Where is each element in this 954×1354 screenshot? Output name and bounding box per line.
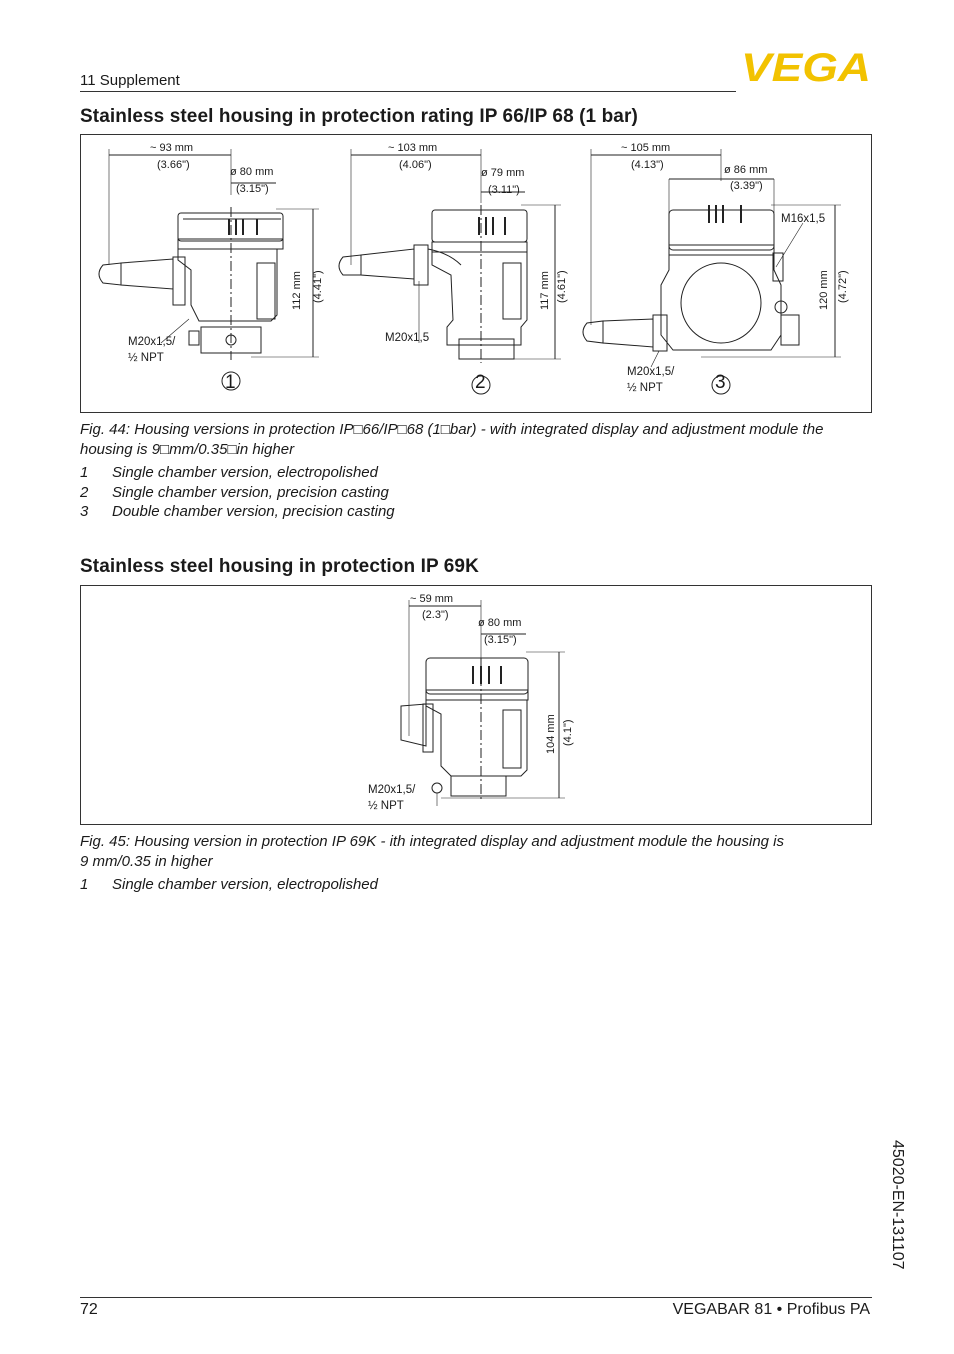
figure-44-caption-line2: housing is 9□mm/0.35□in higher: [80, 441, 295, 458]
h2-dia-mm: ø 79 mm: [481, 167, 525, 179]
ip69k-height-mm: 104 mm: [545, 714, 557, 754]
ip69k-thread-1: M20x1,5/: [368, 784, 416, 796]
h1-width-mm: ~ 93 mm: [150, 142, 194, 154]
housing-2-drawing: [339, 149, 561, 394]
ip69k-dia-mm: ø 80 mm: [478, 617, 522, 629]
h3-marker: 3: [715, 372, 726, 393]
figure-45-caption-line1: Fig. 45: Housing version in protection IP 69K - ith integrated display and adjustment module the housing is: [80, 833, 785, 850]
header-rule: [80, 91, 736, 92]
h1-height-in: (4.41"): [312, 270, 324, 303]
legend-num: 3: [80, 503, 89, 520]
section2-heading: Stainless steel housing in protection IP 69K: [80, 556, 479, 577]
h3-height-in: (4.72"): [837, 270, 849, 303]
h1-dia-in: (3.15"): [236, 183, 269, 195]
ip69k-thread-2: ½ NPT: [368, 800, 404, 812]
legend-num: 1: [80, 876, 89, 893]
h2-dia-in: (3.11"): [488, 184, 520, 196]
legend-num: 2: [80, 484, 89, 501]
legend-num: 1: [80, 464, 89, 481]
h3-width-in: (4.13"): [631, 159, 664, 171]
h2-thread: M20x1,5: [385, 332, 430, 344]
section-header: 11 Supplement: [80, 72, 180, 89]
figure-44-legend-item: [80, 484, 389, 501]
h3-dia-mm: ø 86 mm: [724, 164, 768, 176]
legend-text: Single chamber version, electropolished: [112, 876, 378, 893]
h1-marker: 1: [225, 372, 236, 393]
figure-45: [80, 585, 872, 825]
housing-3-drawing: [583, 149, 841, 394]
h1-dia-mm: ø 80 mm: [230, 166, 274, 178]
h2-marker: 2: [475, 372, 486, 393]
housing-ip69k-drawing: [401, 600, 565, 806]
vega-logo: [741, 50, 873, 83]
h2-height-mm: 117 mm: [539, 271, 551, 310]
h1-thread-2: ½ NPT: [128, 352, 164, 364]
h3-thread-1: M20x1,5/: [627, 366, 675, 378]
logo-text: VEGA: [741, 50, 871, 83]
figure-44-caption: [80, 420, 870, 460]
figure-45-legend-item: [80, 876, 378, 893]
figure-44-legend-item: [80, 464, 378, 481]
h1-height-mm: 112 mm: [291, 271, 303, 310]
ip69k-dia-in: (3.15"): [484, 634, 517, 646]
section1-heading: Stainless steel housing in protection rating IP 66/IP 68 (1 bar): [80, 106, 638, 127]
figure-44-caption-line1: Fig. 44: Housing versions in protection IP□66/IP□68 (1□bar) - with integrated display and adjustment module the: [80, 421, 824, 438]
h2-width-mm: ~ 103 mm: [388, 142, 438, 154]
legend-text: Single chamber version, precision casting: [112, 484, 389, 501]
h3-width-mm: ~ 105 mm: [621, 142, 671, 154]
ip69k-width-mm: ~ 59 mm: [410, 593, 454, 605]
product-name: VEGABAR 81 • Profibus PA: [672, 1301, 870, 1318]
document-id: 45020-EN-131107: [889, 1140, 906, 1270]
h3-thread-2: ½ NPT: [627, 382, 663, 394]
ip69k-height-in: (4.1"): [562, 719, 574, 746]
h2-width-in: (4.06"): [399, 159, 432, 171]
figure-44-legend-item: [80, 503, 395, 520]
h1-width-in: (3.66"): [157, 159, 190, 171]
legend-text: Single chamber version, electropolished: [112, 464, 378, 481]
legend-text: Double chamber version, precision casting: [112, 503, 395, 520]
h3-height-mm: 120 mm: [818, 270, 830, 310]
h1-thread-1: M20x1,5/: [128, 336, 176, 348]
figure-45-caption: [80, 832, 870, 872]
h3-dia-in: (3.39"): [730, 180, 763, 192]
figure-45-caption-line2: 9 mm/0.35 in higher: [80, 853, 213, 870]
ip69k-width-in: (2.3"): [422, 609, 449, 621]
page-number: 72: [80, 1301, 98, 1318]
figure-44: [80, 134, 872, 413]
h3-m16: M16x1,5: [781, 213, 826, 225]
footer-rule: [80, 1297, 872, 1298]
h2-height-in: (4.61"): [556, 270, 568, 303]
